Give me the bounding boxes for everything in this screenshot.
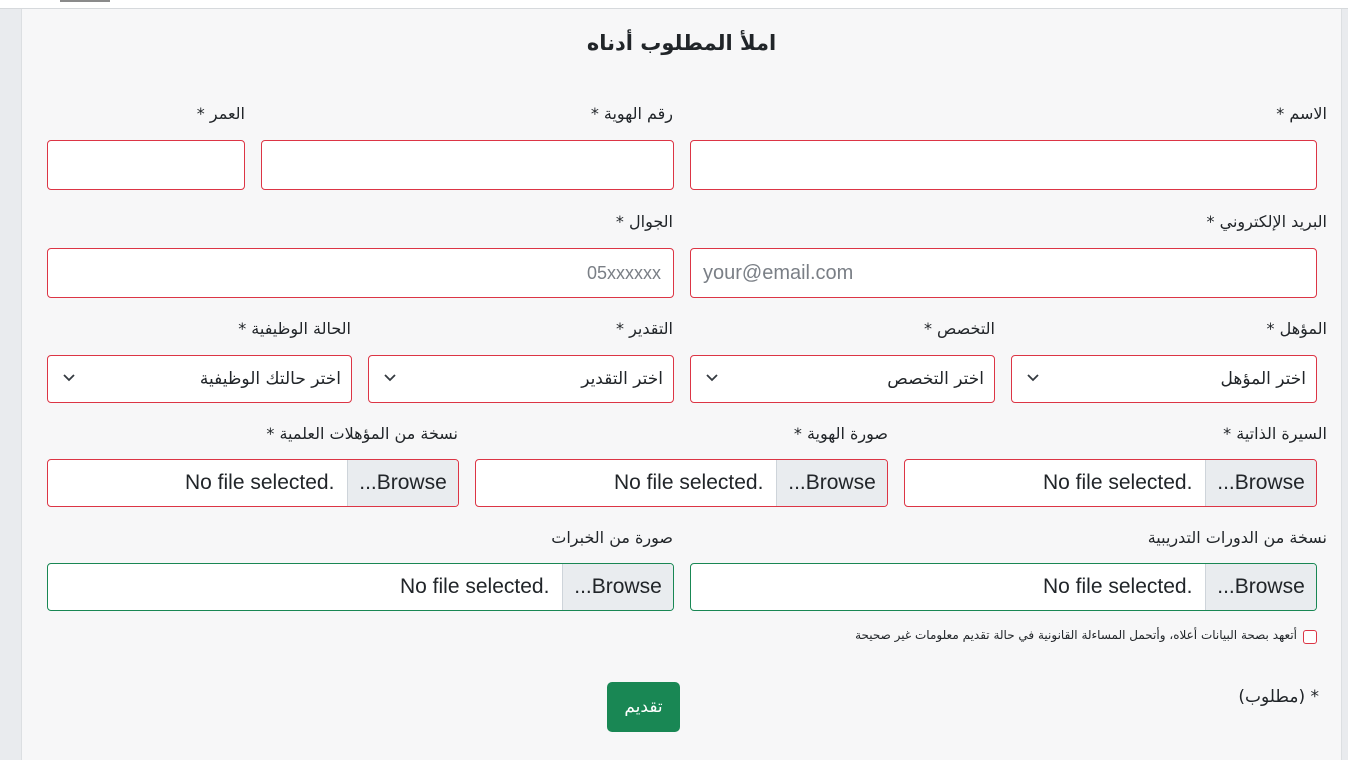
certificates-label: نسخة من المؤهلات العلمية *	[266, 424, 458, 443]
chevron-down-icon	[383, 370, 397, 384]
name-label: الاسم *	[1276, 104, 1327, 123]
qualification-label: المؤهل *	[1266, 319, 1327, 338]
job-status-label: الحالة الوظيفية *	[238, 319, 351, 338]
grade-value: اختر التقدير	[581, 369, 663, 389]
job-status-select[interactable]	[47, 355, 352, 403]
id-photo-browse-button[interactable]: Browse...	[776, 460, 887, 506]
email-input[interactable]	[690, 248, 1317, 298]
application-form	[21, 9, 1342, 760]
chevron-down-icon	[62, 370, 76, 384]
qualification-value: اختر المؤهل	[1220, 369, 1306, 389]
mobile-input[interactable]	[47, 248, 674, 298]
job-status-value: اختر حالتك الوظيفية	[199, 369, 341, 389]
experience-label: صورة من الخبرات	[551, 528, 673, 547]
agreement-checkbox[interactable]	[1303, 630, 1317, 644]
id-number-label: رقم الهوية *	[590, 104, 673, 123]
required-note: * (مطلوب)	[1238, 687, 1319, 707]
certificates-file-input[interactable]	[47, 459, 459, 507]
age-label: العمر *	[196, 104, 245, 123]
courses-file-name: No file selected.	[1043, 575, 1193, 598]
id-number-input[interactable]	[261, 140, 674, 190]
certificates-browse-button[interactable]: Browse...	[347, 460, 458, 506]
courses-file-input[interactable]	[690, 563, 1317, 611]
chevron-down-icon	[1026, 370, 1040, 384]
specialization-value: اختر التخصص	[887, 369, 984, 389]
submit-button[interactable]: تقديم	[607, 682, 680, 732]
cv-file-input[interactable]	[904, 459, 1317, 507]
top-mark	[60, 0, 110, 2]
experience-file-name: No file selected.	[400, 575, 550, 598]
form-title: املأ المطلوب أدناه	[586, 31, 777, 55]
email-label: البريد الإلكتروني *	[1206, 212, 1327, 231]
id-photo-file-input[interactable]	[475, 459, 888, 507]
cv-file-name: No file selected.	[1043, 471, 1193, 494]
grade-label: التقدير *	[615, 319, 673, 338]
browser-top-strip	[0, 0, 1348, 9]
specialization-select[interactable]	[690, 355, 995, 403]
courses-label: نسخة من الدورات التدريبية	[1147, 528, 1327, 547]
id-photo-label: صورة الهوية *	[793, 424, 888, 443]
name-input[interactable]	[690, 140, 1317, 190]
id-photo-file-name: No file selected.	[614, 471, 764, 494]
specialization-label: التخصص *	[923, 319, 995, 338]
certificates-file-name: No file selected.	[185, 471, 335, 494]
courses-browse-button[interactable]: Browse...	[1205, 564, 1316, 610]
experience-browse-button[interactable]: Browse...	[562, 564, 673, 610]
age-input[interactable]	[47, 140, 245, 190]
qualification-select[interactable]	[1011, 355, 1317, 403]
cv-label: السيرة الذاتية *	[1223, 424, 1327, 443]
mobile-label: الجوال *	[615, 212, 673, 231]
experience-file-input[interactable]	[47, 563, 674, 611]
cv-browse-button[interactable]: Browse...	[1205, 460, 1316, 506]
chevron-down-icon	[705, 370, 719, 384]
agreement-text: أتعهد بصحة البيانات أعلاه، وأتحمل المساءلة القانونية في حالة تقديم معلومات غير صحيحة	[855, 628, 1297, 642]
grade-select[interactable]	[368, 355, 674, 403]
